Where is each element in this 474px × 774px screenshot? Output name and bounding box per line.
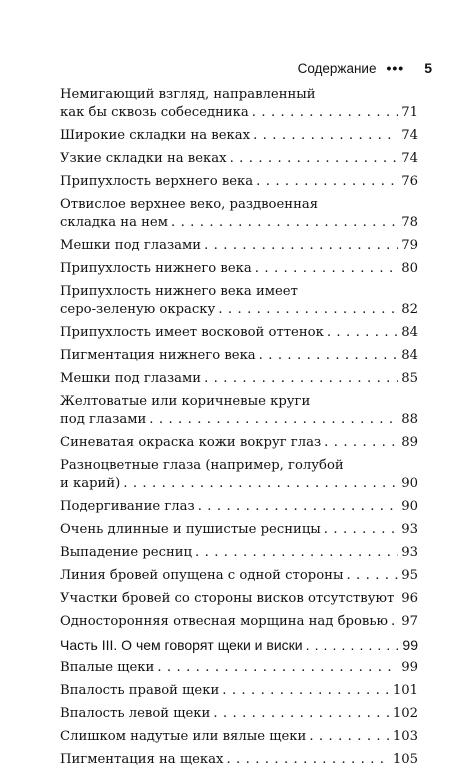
toc-page-number: 103 (392, 729, 418, 744)
toc-entry-line (60, 104, 418, 122)
toc-entry-title: Выпадение ресниц (60, 545, 193, 560)
toc-entry-title: Мешки под глазами (60, 238, 202, 253)
toc-entry-line (60, 636, 418, 654)
toc-entry-title: Широкие складки на веках (60, 128, 251, 143)
toc-page-number: 76 (401, 174, 418, 189)
toc-entry-line (60, 544, 418, 562)
dot-leader (198, 498, 399, 516)
dot-leader (259, 347, 399, 365)
toc-entry (60, 370, 418, 388)
toc-entry-title: Припухлость имеет восковой оттенок (60, 325, 324, 340)
toc-entry-line (60, 150, 418, 168)
toc-page-number: 79 (401, 238, 418, 253)
toc-entry (60, 705, 418, 723)
toc-entry (60, 347, 418, 365)
toc-entry (60, 613, 418, 631)
toc-entry-title: Припухлость нижнего века имеет (60, 284, 298, 299)
toc-entry-line (60, 751, 418, 769)
dot-leader (204, 370, 398, 388)
toc-entry-title: Желтоватые или коричневые круги (60, 394, 311, 409)
toc-entry-line (60, 457, 418, 475)
ornament-dots: ••• (386, 60, 405, 76)
dot-leader (157, 659, 398, 677)
toc-entry-line (60, 434, 418, 452)
toc-entry-line (60, 659, 418, 677)
toc-entry (60, 260, 418, 278)
toc-entry-title: Отвислое верхнее веко, раздвоенная (60, 197, 319, 212)
toc-entry-title: как бы сквозь собеседника (60, 105, 249, 120)
dot-leader (213, 705, 389, 723)
toc-entry (60, 173, 418, 191)
toc-entry (60, 150, 418, 168)
dot-leader (324, 521, 398, 539)
toc-page-number: 90 (401, 476, 418, 491)
toc-entry-line (60, 705, 418, 723)
toc-page-number: 93 (401, 522, 418, 537)
toc-entry (60, 86, 418, 122)
toc-entry-title: серо-зеленую окраску (60, 302, 216, 317)
toc-page-number: 99 (401, 660, 418, 675)
toc-entry-title: Пигментация нижнего века (60, 348, 256, 363)
toc-page-number: 71 (401, 105, 418, 120)
toc-part-heading (60, 636, 418, 654)
toc-entry-line (60, 301, 418, 319)
toc-entry-title: Подергивание глаз (60, 499, 195, 514)
toc-entry-line (60, 498, 418, 516)
toc-entry (60, 682, 418, 700)
toc-page-number: 82 (401, 302, 418, 317)
page-number: 5 (424, 60, 432, 76)
toc-page-number: 102 (392, 706, 418, 721)
toc-entry-line (60, 324, 418, 342)
toc-entry-title: Впалость левой щеки (60, 706, 211, 721)
dot-leader (149, 411, 398, 429)
toc-entry (60, 567, 418, 585)
running-header (298, 58, 432, 78)
toc-page-number: 74 (401, 151, 418, 166)
dot-leader (222, 682, 390, 700)
toc-entry-title: Впалые щеки (60, 660, 155, 675)
toc-entry-line (60, 475, 418, 493)
toc-entry (60, 498, 418, 516)
toc-page-number: 93 (401, 545, 418, 560)
toc-page-number: 99 (402, 637, 418, 653)
toc-page-number: 105 (392, 752, 418, 767)
toc-entry-title: Участки бровей со стороны висков отсутствуют (60, 591, 395, 606)
toc-entry-line (60, 370, 418, 388)
toc-page-number: 90 (401, 499, 418, 514)
toc-entry-line (60, 196, 418, 214)
toc-entry (60, 457, 418, 493)
toc-entry-title: Синеватая окраска кожи вокруг глаз (60, 435, 322, 450)
dot-leader (123, 475, 398, 493)
table-of-contents (60, 86, 418, 774)
toc-entry-title: Мешки под глазами (60, 371, 202, 386)
toc-entry-line (60, 521, 418, 539)
toc-entry-title: Линия бровей опущена с одной стороны (60, 568, 344, 583)
toc-page-number: 84 (401, 325, 418, 340)
toc-entry (60, 324, 418, 342)
toc-entry-line (60, 411, 418, 429)
toc-page-number: 80 (401, 261, 418, 276)
toc-entry-line (60, 393, 418, 411)
toc-page-number: 89 (401, 435, 418, 450)
toc-entry-title: под глазами (60, 412, 147, 427)
toc-entry-title: Припухлость верхнего века (60, 174, 254, 189)
toc-entry (60, 283, 418, 319)
dot-leader (230, 150, 399, 168)
toc-entry-title: Пигментация на щеках (60, 752, 224, 767)
dot-leader (171, 214, 398, 232)
toc-entry-title: Немигающий взгляд, направленный (60, 87, 316, 102)
running-header-title: Содержание (297, 60, 377, 76)
toc-entry-line (60, 347, 418, 365)
toc-page-number: 97 (401, 614, 418, 629)
toc-entry (60, 544, 418, 562)
toc-page-number: 78 (401, 215, 418, 230)
toc-entry-line (60, 682, 418, 700)
toc-entry-line (60, 590, 418, 608)
dot-leader (391, 613, 398, 631)
toc-entry (60, 659, 418, 677)
toc-entry-title: Разноцветные глаза (например, голубой (60, 458, 344, 473)
toc-entry-line (60, 283, 418, 301)
toc-page-number: 96 (401, 591, 418, 606)
dot-leader (324, 434, 398, 452)
dot-leader (306, 636, 400, 654)
toc-entry (60, 751, 418, 769)
toc-page-number: 88 (401, 412, 418, 427)
toc-entry-title: Припухлость нижнего века (60, 261, 252, 276)
toc-entry-title: и карий) (60, 476, 121, 491)
toc-entry (60, 590, 418, 608)
toc-entry-line (60, 728, 418, 746)
toc-entry-line (60, 237, 418, 255)
toc-entry-line (60, 567, 418, 585)
toc-entry (60, 393, 418, 429)
toc-entry-title: Впалость правой щеки (60, 683, 220, 698)
toc-entry-line (60, 86, 418, 104)
toc-entry-title: Слишком надутые или вялые щеки (60, 729, 307, 744)
toc-entry-line (60, 613, 418, 631)
toc-entry (60, 728, 418, 746)
dot-leader (226, 751, 389, 769)
dot-leader (397, 590, 398, 608)
dot-leader (346, 567, 398, 585)
toc-entry (60, 196, 418, 232)
toc-entry-title: Очень длинные и пушистые ресницы (60, 522, 321, 537)
dot-leader (309, 728, 390, 746)
toc-entry-line (60, 260, 418, 278)
dot-leader (195, 544, 398, 562)
dot-leader (327, 324, 398, 342)
toc-entry-title: Односторонняя отвесная морщина над бровью (60, 614, 388, 629)
toc-entry-title: Узкие складки на веках (60, 151, 227, 166)
toc-entry (60, 127, 418, 145)
toc-page-number: 74 (401, 128, 418, 143)
toc-page-number: 84 (401, 348, 418, 363)
dot-leader (253, 127, 398, 145)
toc-entry-title: Часть III. О чем говорят щеки и виски (60, 637, 303, 653)
dot-leader (255, 260, 398, 278)
toc-entry-line (60, 173, 418, 191)
toc-page-number: 85 (401, 371, 418, 386)
toc-entry (60, 434, 418, 452)
toc-page-number: 101 (392, 683, 418, 698)
dot-leader (252, 104, 398, 122)
toc-entry-title: складка на нем (60, 215, 168, 230)
dot-leader (204, 237, 398, 255)
toc-entry (60, 237, 418, 255)
dot-leader (256, 173, 398, 191)
toc-entry-line (60, 214, 418, 232)
toc-entry (60, 521, 418, 539)
dot-leader (218, 301, 398, 319)
toc-page-number: 95 (401, 568, 418, 583)
toc-entry-line (60, 127, 418, 145)
